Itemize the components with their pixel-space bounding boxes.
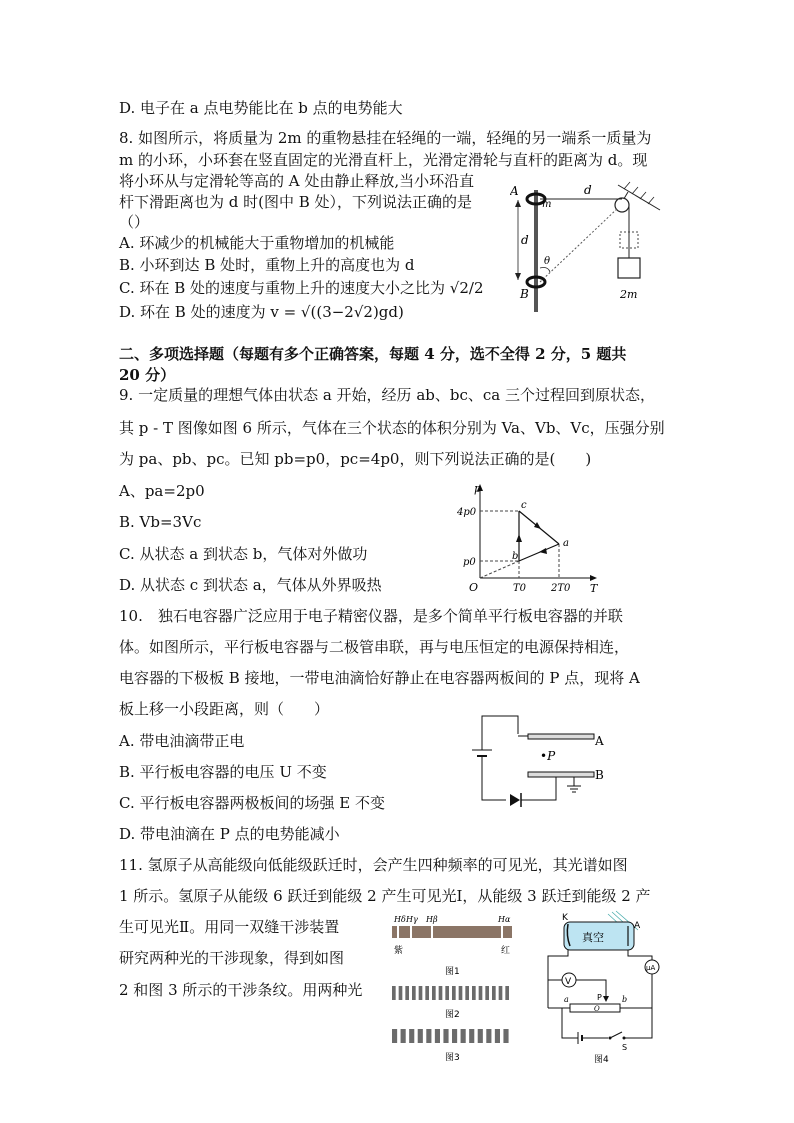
fringes2-pattern xyxy=(392,986,509,1000)
fringe-bar xyxy=(452,1029,457,1043)
q8-option-d: D. 环在 B 处的速度为 v = √((3−2√2)gd) xyxy=(119,303,404,321)
q9-tick-p0: p0 xyxy=(463,557,476,568)
q11-line4: 研究两种光的干涉现象，得到如图 xyxy=(119,949,345,967)
q10-option-d: D. 带电油滴在 P 点的电势能减小 xyxy=(119,825,340,843)
q10-line2: 体。如图所示，平行板电容器与二极管串联，再与电压恒定的电源保持相连， xyxy=(119,638,630,656)
fringe-bar xyxy=(392,986,396,1000)
fringe-bar xyxy=(478,1029,483,1043)
q8-label-2m: 2m xyxy=(620,288,638,301)
fringe-bar xyxy=(505,986,509,1000)
q8-label-a: A xyxy=(510,184,519,198)
fringe-bar xyxy=(426,1029,431,1043)
q9-option-c: C. 从状态 a 到状态 b，气体对外做功 xyxy=(119,545,368,563)
q11-label-red: 红 xyxy=(501,946,511,956)
fringe-bar xyxy=(459,986,463,1000)
fringe-bar xyxy=(472,986,476,1000)
fringe-bar xyxy=(452,986,456,1000)
q11-label-a-end: a xyxy=(564,995,569,1004)
fringe-bar xyxy=(392,1029,397,1043)
fringe-bar xyxy=(503,1029,508,1043)
q10-plate-b: B xyxy=(595,768,604,782)
q11-spectrum-figures xyxy=(388,910,528,1065)
q11-caption-fig3: 图3 xyxy=(445,1053,460,1063)
q10-plate-a: A xyxy=(595,734,604,748)
q11-label-o: O xyxy=(594,1005,600,1013)
fringe-bar xyxy=(439,986,443,1000)
q10-circuit xyxy=(470,708,620,808)
q9-line3: 为 pa、pb、pc。已知 pb=p0，pc=4p0，则下列说法正确的是( ) xyxy=(119,450,592,468)
q8-option-a: A. 环减少的机械能大于重物增加的机械能 xyxy=(119,234,395,252)
q10-point-p: •P xyxy=(540,749,556,763)
q8-line3: 将小环从与定滑轮等高的 A 处由静止释放,当小环沿直 xyxy=(119,172,475,190)
q11-caption-fig4: 图4 xyxy=(594,1055,609,1065)
q11-label-purple: 紫 xyxy=(394,946,404,956)
q11-label-hbeta: Hβ xyxy=(426,915,438,924)
q10-line4: 板上移一小段距离，则（ ） xyxy=(119,700,330,718)
fringe-bar xyxy=(445,986,449,1000)
q9-option-a: A、pa=2p0 xyxy=(119,482,205,500)
fringe-bar xyxy=(418,1029,423,1043)
q9-line1: 9. 一定质量的理想气体由状态 a 开始，经历 ab、bc、ca 三个过程回到原状态， xyxy=(119,386,655,404)
q11-line1: 11. 氢原子从高能级向低能级跃迁时，会产生四种频率的可见光，其光谱如图 xyxy=(119,856,628,874)
q11-label-k: K xyxy=(562,913,568,923)
fringe-bar xyxy=(432,986,436,1000)
q9-axis-p: p xyxy=(474,482,482,495)
q9-origin: O xyxy=(469,581,479,594)
fringe-bar xyxy=(486,1029,491,1043)
q8-line5: （） xyxy=(119,213,150,231)
fringe-bar xyxy=(499,986,503,1000)
fringe-bar xyxy=(495,1029,500,1043)
q11-line5: 2 和图 3 所示的干涉条纹。用两种光 xyxy=(119,981,363,999)
q10-option-b: B. 平行板电容器的电压 U 不变 xyxy=(119,763,327,781)
q8-label-b: B xyxy=(520,287,529,301)
q10-line3: 电容器的下极板 B 接地，一带电油滴恰好静止在电容器两板间的 P 点，现将 A xyxy=(119,669,640,687)
q10-option-c: C. 平行板电容器两极板间的场强 E 不变 xyxy=(119,794,385,812)
fringe-bar xyxy=(405,986,409,1000)
fringe-bar xyxy=(412,986,416,1000)
q8-line4: 杆下滑距离也为 d 时(图中 B 处），下列说法正确的是 xyxy=(119,193,473,211)
fringe-bar xyxy=(492,986,496,1000)
fringe-bar xyxy=(419,986,423,1000)
fringe-bar xyxy=(409,1029,414,1043)
q9-point-b: b xyxy=(512,551,519,562)
fringe-bar xyxy=(443,1029,448,1043)
q9-tick-t0: T0 xyxy=(513,583,527,594)
q11-label-s: S xyxy=(622,1043,628,1052)
q8-label-m: m xyxy=(542,199,552,210)
q9-line2: 其 p - T 图像如图 6 所示，气体在三个状态的体积分别为 Va、Vb、Vc，压强分别 xyxy=(119,419,665,437)
q9-axis-t: T xyxy=(590,582,598,595)
q11-label-hdelta: Hδ xyxy=(394,915,406,924)
q11-line2: 1 所示。氢原子从能级 6 跃迁到能级 2 产生可见光Ⅰ，从能级 3 跃迁到能级 2 产 xyxy=(119,887,651,905)
q8-label-theta: θ xyxy=(544,256,551,267)
q8-option-b: B. 小环到达 B 处时，重物上升的高度也为 d xyxy=(119,256,415,274)
q9-tick-4p0: 4p0 xyxy=(457,507,477,518)
q9-option-b: B. Vb=3Vc xyxy=(119,513,202,531)
q8-label-d-top: d xyxy=(584,183,592,197)
q8-option-c: C. 环在 B 处的速度与重物上升的速度大小之比为 √2/2 xyxy=(119,279,484,297)
q11-photoelectric-circuit xyxy=(542,908,664,1068)
q9-tick-2t0: 2T0 xyxy=(551,583,571,594)
q11-caption-fig2: 图2 xyxy=(445,1010,460,1020)
switch-icon xyxy=(610,1032,622,1038)
q11-label-ua: μA xyxy=(646,964,656,972)
q9-option-d: D. 从状态 c 到状态 a，气体从外界吸热 xyxy=(119,576,382,594)
q10-option-a: A. 带电油滴带正电 xyxy=(119,732,245,750)
fringe-bar xyxy=(435,1029,440,1043)
q8-figure xyxy=(510,180,680,315)
fringe-bar xyxy=(425,986,429,1000)
diode-icon xyxy=(510,794,520,806)
q8-line1: 8. 如图所示，将质量为 2m 的重物悬挂在轻绳的一端，轻绳的另一端系一质量为 xyxy=(119,129,652,147)
q11-label-b-end: b xyxy=(622,995,628,1004)
q8-line2: m 的小环，小环套在竖直固定的光滑直杆上，光滑定滑轮与直杆的距离为 d。现 xyxy=(119,151,648,169)
pulley-icon xyxy=(615,198,629,212)
fringe-bar xyxy=(401,1029,406,1043)
q7-option-d: D. 电子在 a 点电势能比在 b 点的电势能大 xyxy=(119,99,403,117)
section2-title-line2: 20 分） xyxy=(119,366,176,384)
q11-label-vacuum: 真空 xyxy=(582,931,604,944)
fringe-bar xyxy=(469,1029,474,1043)
q11-caption-fig1: 图1 xyxy=(445,967,460,977)
q11-label-p: P xyxy=(597,993,602,1002)
fringes3-pattern xyxy=(392,1029,509,1043)
q9-pt-graph xyxy=(455,478,605,596)
q9-point-c: c xyxy=(521,500,527,511)
q11-label-a: A xyxy=(634,921,641,931)
fringe-bar xyxy=(485,986,489,1000)
q11-label-halpha: Hα xyxy=(498,915,511,924)
fringe-bar xyxy=(465,986,469,1000)
q8-label-d-side: d xyxy=(521,233,529,247)
fringe-bar xyxy=(479,986,483,1000)
fringe-bar xyxy=(461,1029,466,1043)
section2-title-line1: 二、多项选择题（每题有多个正确答案，每题 4 分，选不全得 2 分，5 题共 xyxy=(119,345,627,363)
q11-line3: 生可见光Ⅱ。用同一双缝干涉装置 xyxy=(119,918,340,936)
q11-label-hgamma: Hγ xyxy=(406,915,418,924)
q9-point-a: a xyxy=(563,538,569,549)
q10-line1: 10. 独石电容器广泛应用于电子精密仪器，是多个简单平行板电容器的并联 xyxy=(119,607,623,625)
fringe-bar xyxy=(399,986,403,1000)
q11-label-v: V xyxy=(565,977,572,987)
